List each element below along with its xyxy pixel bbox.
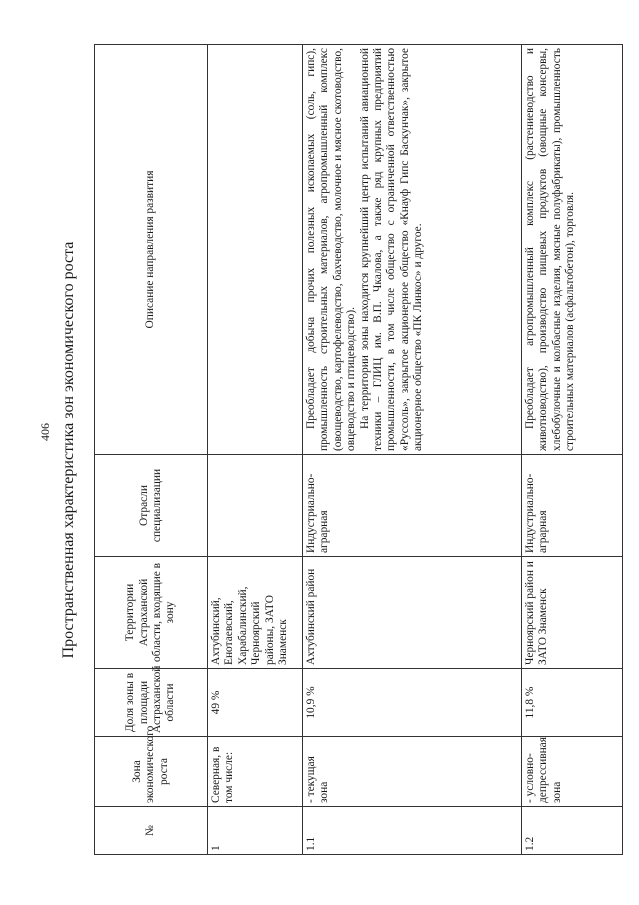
row-share: 10,9 % [303,669,522,737]
header-share: Доля зоны в площади Астраханской области [95,669,208,737]
row-territories: Черноярский район и ЗАТО Знаменск [522,557,623,669]
table-row [208,45,303,855]
table-row [522,45,623,855]
row-num: 1.1 [303,807,522,855]
row-num: 1 [208,807,303,855]
header-zone: Зона экономического роста [95,737,208,807]
zones-table [94,44,623,855]
table-header-row [95,45,208,855]
row-description-p1: Преобладает добыча прочих полезных ископаемых (соль, гипс), промышленность строительных материалов, агропромышленный комплекс (овощеводство, картофелеводство, бахчеводство, молочное и мясное скотоводство, овцеводство и птицеводство). [305,48,358,451]
row-branches: Индустриально-аграрная [522,455,623,557]
row-territories: Ахтубинский, Енотаевский, Харабалинский, Черноярский районы, ЗАТО Знаменск [208,557,303,669]
document-title: Пространственная характеристика зон экономического роста [60,241,77,659]
row-zone: - условно-депрессивная зона [522,737,623,807]
row-description [522,45,623,455]
row-share: 11,8 % [522,669,623,737]
row-zone: - текущая зона [303,737,522,807]
row-description-p1: Преобладает агропромышленный комплекс (растениеводство и животноводство), производство пищевых продуктов (овощные консервы, хлебобулочные и колбасные изделия, мясные полуфабрикаты), промышленность строительных материалов (асфальтобетон), торговля. [524,48,577,451]
row-territories: Ахтубинский район [303,557,522,669]
header-num: № [95,807,208,855]
row-description-p2: На территории зоны находится крупнейший центр испытаний авиационной техники – ГЛИЦ им. В.П. Чкалова, а также ряд крупных предприятий промышленности, в том числе общество с ограниченной ответственностью «Руссоль», закрытое акционерное общество «Кнауф Гипс Баскунчак», закрытое акционерное общество «ПК Линкос» и другое. [358,48,425,451]
row-zone: Северная, в том числе: [208,737,303,807]
page-number: 406 [38,423,52,441]
header-branches: Отрасли специализации [95,455,208,557]
row-num: 1.2 [522,807,623,855]
row-branches [208,455,303,557]
table-row [303,45,522,855]
row-description [208,45,303,455]
header-territories: Территории Астраханской области, входящие в зону [95,557,208,669]
row-description [303,45,522,455]
rotated-content [48,45,614,855]
row-branches: Индустриально-аграрная [303,455,522,557]
row-share: 49 % [208,669,303,737]
header-description: Описание направления развития [95,45,208,455]
